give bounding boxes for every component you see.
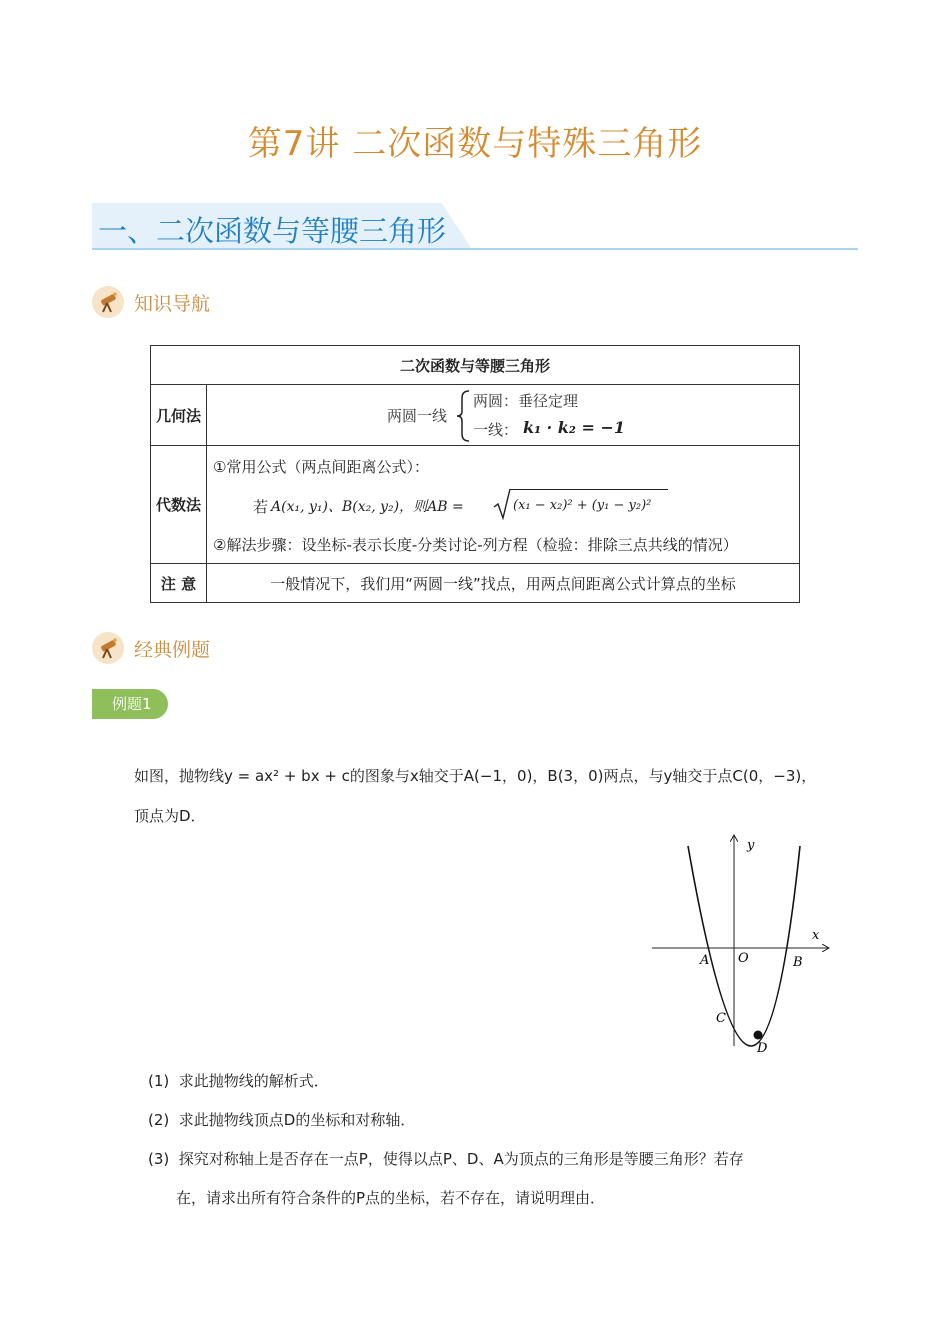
document-title: 第7讲 二次函数与特殊三角形 — [247, 124, 703, 164]
geometry-lead: 两圆一线 — [387, 407, 448, 425]
note-text: 一般情况下，我们用“两圆一线”找点，用两点间距离公式计算点的坐标 — [270, 574, 736, 593]
question-number: (1) — [148, 1072, 170, 1090]
question-number: (2) — [148, 1111, 170, 1129]
table-row-algebra — [151, 446, 799, 564]
section-title: 一、二次函数与等腰三角形 — [98, 214, 447, 248]
question-text: 求此抛物线顶点D的坐标和对称轴． — [178, 1111, 416, 1129]
geometry-item-circles: 两圆：垂径定理 — [473, 392, 579, 410]
question-3-continued: 在，请求出所有符合条件的P点的坐标，若不存在，请说明理由． — [176, 1189, 606, 1207]
question-number: (3) — [148, 1150, 170, 1168]
geometry-cell — [207, 385, 799, 445]
point-c-label: C — [716, 1011, 726, 1026]
example-tag — [92, 689, 168, 719]
slope-product-formula: k₁ · k₂ = −1 — [523, 418, 625, 437]
algebra-steps: ②解法步骤：设坐标-表示长度-分类讨论-列方程（检验：排除三点共线的情况） — [213, 536, 738, 554]
geometry-item-line-prefix: 一线： — [473, 421, 519, 439]
knowledge-nav-label: 知识导航 — [134, 293, 211, 315]
question-1 — [148, 1070, 329, 1091]
problem-line-1: 如图，抛物线y = ax² + bx + c的图象与x轴交于A(−1，0)，B(3，0)两点，与y轴交于点C(0，−3)， — [134, 767, 817, 785]
problem-line-2: 顶点为D． — [134, 807, 206, 825]
sqrt-bar — [510, 489, 668, 490]
algebra-formula-heading: ①常用公式（两点间距离公式）： — [213, 458, 429, 476]
y-axis-label: y — [747, 838, 755, 853]
distance-formula-lhs: A(x₁, y₁)、B(x₂, y₂)，则AB = — [271, 499, 464, 515]
algebra-cell — [207, 446, 799, 563]
table-row-note — [151, 564, 799, 602]
examples-label: 经典例题 — [134, 639, 211, 661]
section-banner — [92, 203, 858, 253]
note-cell — [207, 564, 799, 602]
origin-label: O — [738, 951, 749, 966]
point-a-label: A — [700, 953, 710, 968]
parabola-curve — [688, 846, 800, 1046]
algebra-label: 代数法 — [151, 446, 207, 563]
example-tag-label: 例题1 — [112, 695, 152, 713]
point-b-label: B — [793, 955, 803, 970]
x-axis-label: x — [812, 928, 820, 943]
distance-formula-radicand: (x₁ − x₂)² + (y₁ − y₂)² — [513, 498, 652, 513]
question-3 — [148, 1148, 744, 1169]
question-2 — [148, 1109, 415, 1130]
point-d-label: D — [757, 1041, 768, 1056]
vertex-point — [754, 1031, 763, 1040]
algebra-formula-prefix: 若 — [253, 498, 269, 516]
telescope-icon — [92, 632, 124, 664]
table-caption: 二次函数与等腰三角形 — [399, 356, 550, 375]
telescope-icon — [92, 286, 124, 318]
brace-icon — [455, 389, 471, 443]
table-caption-row — [151, 346, 799, 385]
note-label: 注 意 — [151, 564, 207, 602]
sqrt-sign-icon — [493, 488, 511, 520]
question-text: 求此抛物线的解析式． — [178, 1072, 329, 1090]
knowledge-table — [150, 345, 800, 603]
geometry-label: 几何法 — [151, 385, 207, 445]
table-row-geometry — [151, 385, 799, 446]
question-text: 探究对称轴上是否存在一点P，使得以点P、D、A为顶点的三角形是等腰三角形？若存 — [178, 1150, 744, 1168]
parabola-figure — [640, 830, 840, 1060]
